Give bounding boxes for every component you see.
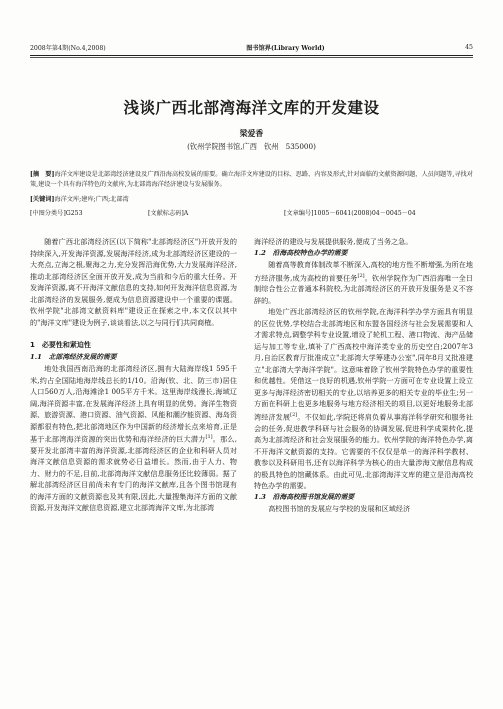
para2-part1: 地处广西北部湾经济区的钦州学院,在海洋科学办学方面具有明显的区位优势,学校结合北部湾地区和东盟各国经济与社会发展需要和人才需求特点,调整学科专业设置,增设了轮机工程、港口物流、海产品储运与加工等专业,填补了广西高校中海洋类专业的历史空白;2007年3月,自治区教育厅批准成立"北部湾大学筹建办公室",同年8月又批准建立"北部湾大学海洋学院"。这意味着除了钦州学院特色办学的重要性和优越性。凭借这一良好的机遇,钦州学院一方面可在专业设置上设立更多与海洋经济密切相关的专业,以培养更多的相关专业的毕业生;另一方面在科研上也更多地服务与地方经济相关的项目,以更好地服务北部湾经济发展 — [254, 307, 473, 422]
clc-number: [中图分类号]G253 — [30, 210, 83, 217]
journal-issue: 2008年第4期(No.4,2008) — [30, 44, 106, 52]
journal-name: 图书馆界(Library World) — [246, 44, 325, 52]
document-code: [文献标志码]A — [148, 210, 189, 217]
section-1-heading: 1 必要性和紧迫性 — [30, 341, 91, 349]
subsection-1-3-heading: 1.3 沿海高校图书馆发展的需要 — [254, 492, 355, 501]
subsection-1-1-part1: 地处我国西南沿海的北部湾经济区,拥有大陆海岸线1 595千米,约占全国陆地海岸线总长的1/10。沿海(钦、北、防三市)居住人口560万人,沿海滩涂1 005平方千米。这里海岸线漫长,海域辽阔,海洋资源丰富,在发展海洋经济上具有明显的优势。海洋生物资源、旅游资源、港口资源、油气资源、风能和潮汐能资源、海岛资源都很有特色,把北部湾地区作为中国新的经济增长点来培育,正是基于北部湾海洋资源的突出优势和海洋经济的巨大潜力 — [30, 364, 237, 444]
keywords — [30, 194, 473, 203]
para2-part2: 。不仅如此,学院还将肩负着从事海洋科学研究和服务社会的任务,促进教学科研与社会服务的协调发展,促进科学成果转化,提高为北部湾经济和社会发展服务的能力。钦州学院的海洋特色办学,离不开海洋文献资源的支持。它需要的不仅仅是单一的海洋科学教材、教参以及科研用书,还有以海洋科学为核心的由大量涉海文献信息构成的极具特色的馆藏体系。由此可见,北部湾海洋文库的建立是沿海高校特色办学的需要。 — [254, 412, 473, 491]
running-header — [30, 40, 473, 54]
subsection-1-3-text: 高校图书馆的发展应与学校的发展和区域经济 — [268, 504, 411, 514]
article-number: [文章编号]1005－6041(2008)04－0045－04 — [284, 210, 416, 217]
right-column — [254, 236, 473, 515]
abstract-text: 海洋文库建设是北部湾经济建设及广西沿海高校发展的需要。确立海洋文库建设的目标、思路、内容及形式,针对面临的文献资源问题、人员问题等,寻找对策,建设一个具有海洋特色的文献库,为北部湾海洋经济建设与发展服务。 — [30, 171, 473, 188]
left-column — [30, 236, 237, 514]
keywords-label: [关键词] — [30, 196, 55, 203]
intro-paragraph: 随着广西北部湾经济区(以下简称"北部湾经济区")开放开发的持续深入,开发海洋资源,发展海洋经济,成为北部湾经济区建设的一大亮点,立海之根,聚海之力,充分发挥沿海优势,大力发展海洋经济,推动北部湾经济区全面开放开发,成为当前和今后的重大任务。开发海洋资源,离不开海洋文献信息的支持,如何开发海洋信息资源,为北部湾经济的发展服务,便成为信息资源建设中一个重要的课题。钦州学院"北部湾文献资料库"建设正在探索之中,本文仅以其中的"海洋文库"建设为例子,谈谈看法,以之与同行们共同商榷。 — [30, 237, 237, 327]
abstract-label: [摘 要] — [30, 171, 55, 178]
subsection-1-2-part1: 随着高等教育体制改革不断深入,高校的地方性不断增强,为所在地方经济服务,成为高校的首要任务 — [254, 260, 473, 282]
citation-ref: [1] — [205, 434, 213, 440]
subsection-1-1-part2: 。那么,要开发北部湾丰富的海洋资源,北部湾经济区的企业和科研人员对海洋文献信息资源的需求就势必日益增长。然而,由于人力、物力、财力的不足,目前,北部湾海洋文献信息服务还比较薄弱。据了解北部湾经济区目前尚未有专门的海洋文献库,且各个图书馆现有的海洋方面的文献资源也及其有限,因此,大量搜集海洋方面的文献资源,开发海洋文献信息资源,建立北部湾海洋文库,为北部湾 — [30, 434, 238, 513]
paper-title: 浅谈广西北部湾海洋文库的开发建设 — [123, 99, 380, 117]
subsection-1-1-heading: 1.1 北部湾经济发展的需要 — [30, 352, 117, 361]
subsection-1-2-heading: 1.2 沿海高校特色办学的需要 — [254, 248, 348, 257]
page-number: 45 — [465, 43, 473, 51]
subsection-1-2-part2: 。钦州学院作为广西沿海唯一全日制综合性公立普通本科院校,为北部湾经济区的开放开发服务是义不容辞的。 — [254, 272, 473, 305]
header-rule-thin — [30, 57, 473, 58]
subsection-1-2-para2 — [254, 306, 473, 491]
keywords-text: 海洋文库;建库;广西;北部湾 — [54, 196, 129, 203]
continued-text: 海洋经济的建设与发展提供服务,便成了当务之急。 — [254, 237, 413, 246]
abstract — [30, 170, 473, 190]
header-rule — [30, 55, 473, 56]
subsection-1-1-text — [30, 363, 237, 514]
author-name: 梁爱香 — [239, 129, 264, 138]
subsection-1-2-text — [254, 259, 473, 306]
citation-ref: [2] — [290, 411, 298, 418]
citation-ref: [2] — [357, 272, 365, 279]
author-affiliation: (钦州学院图书馆,广西 钦州 535000) — [187, 142, 316, 151]
